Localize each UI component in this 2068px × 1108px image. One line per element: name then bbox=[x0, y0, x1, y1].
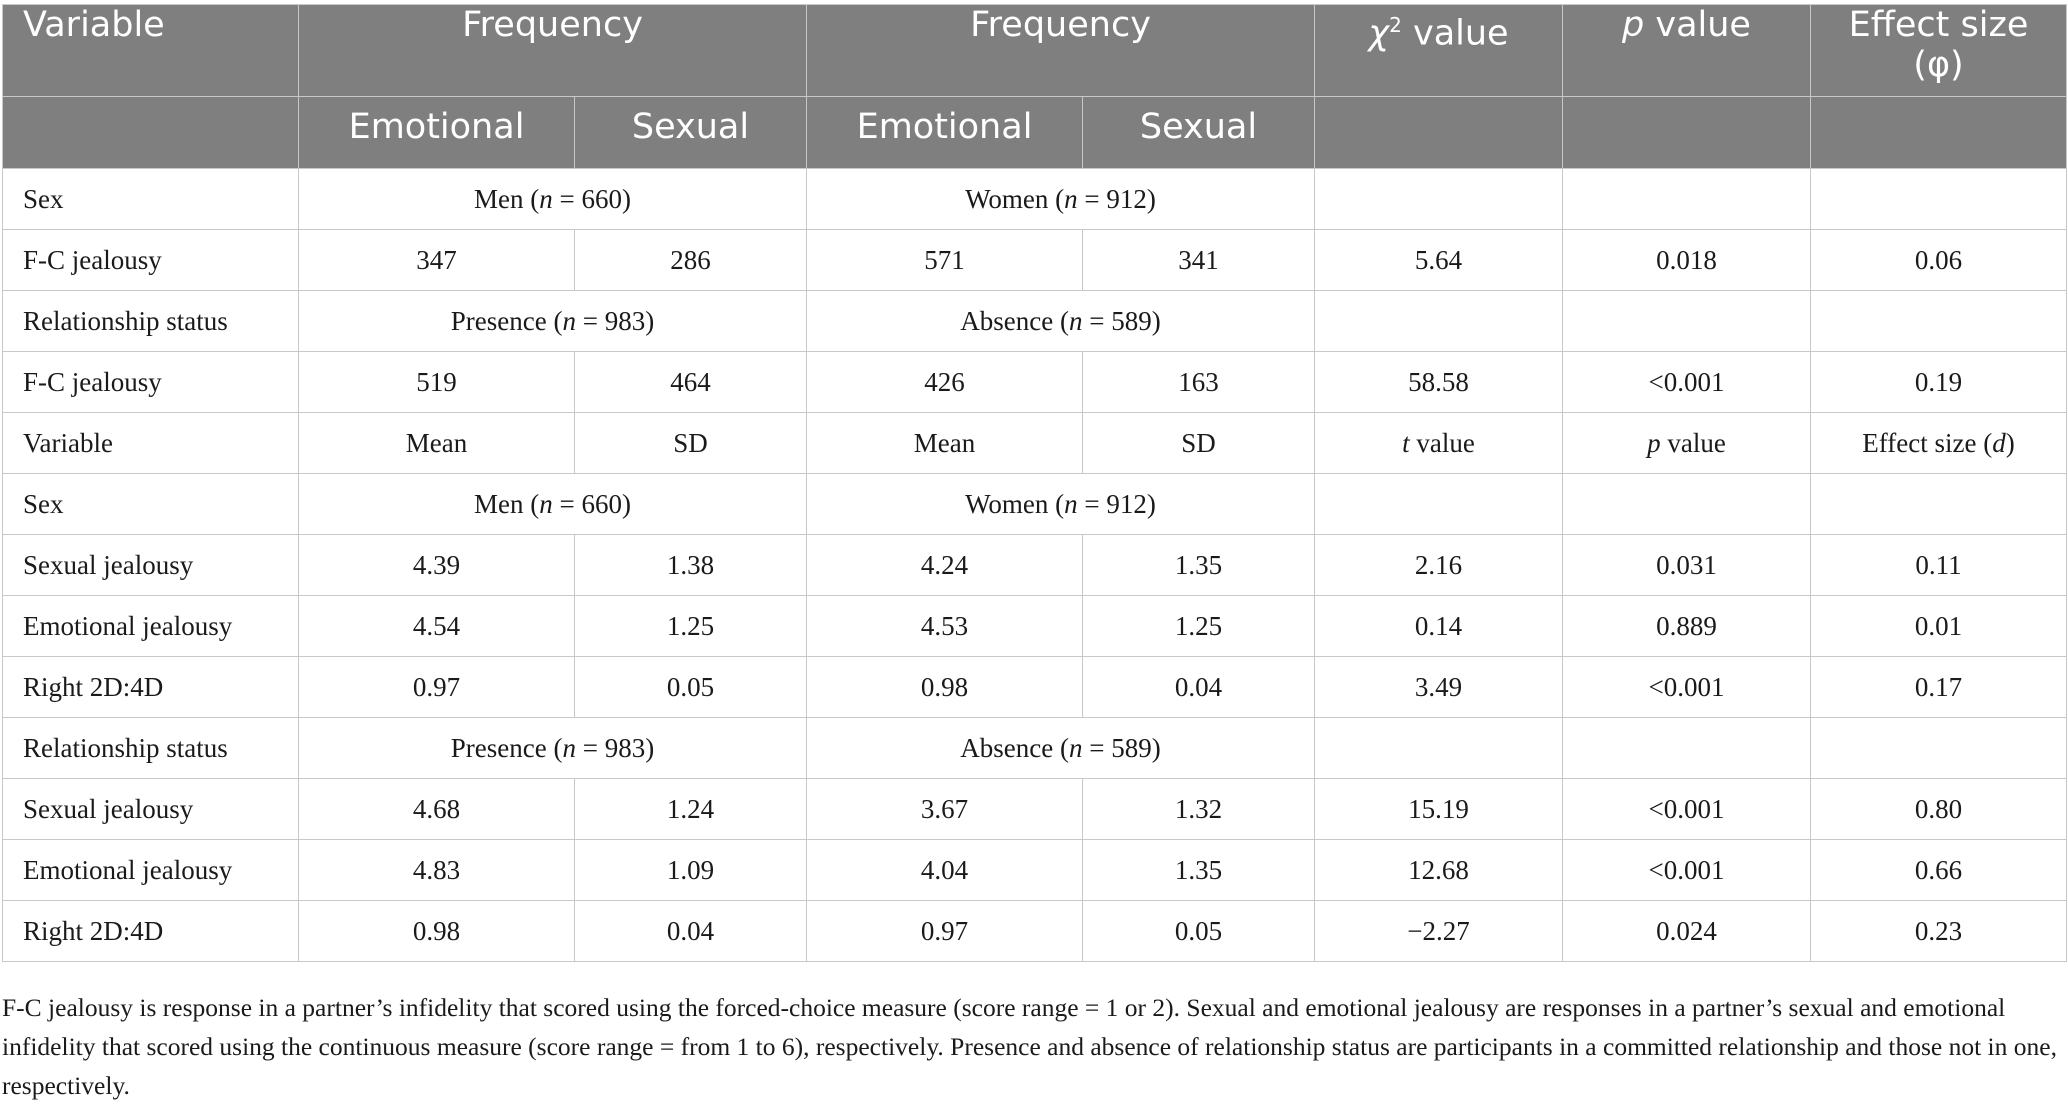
cell: 1.24 bbox=[575, 779, 807, 840]
cell: 5.64 bbox=[1315, 230, 1563, 291]
cell: Mean bbox=[299, 413, 575, 474]
cell: 426 bbox=[807, 352, 1083, 413]
header-sexual-2: Sexual bbox=[1083, 97, 1315, 169]
cell: 571 bbox=[807, 230, 1083, 291]
cell: 4.53 bbox=[807, 596, 1083, 657]
table-row bbox=[3, 535, 2067, 596]
empty-cell bbox=[1563, 291, 1811, 352]
row-label: Right 2D:4D bbox=[3, 657, 299, 718]
cell: 0.97 bbox=[807, 901, 1083, 962]
table-header bbox=[3, 5, 2067, 169]
table-row bbox=[3, 901, 2067, 962]
cell: 4.04 bbox=[807, 840, 1083, 901]
header-p-value bbox=[1563, 5, 1811, 97]
table-row bbox=[3, 291, 2067, 352]
cell: 0.66 bbox=[1811, 840, 2067, 901]
p-symbol: p bbox=[1622, 5, 1645, 45]
cell: 1.35 bbox=[1083, 840, 1315, 901]
effect-size-symbol: (φ) bbox=[1913, 45, 1964, 85]
table-row bbox=[3, 596, 2067, 657]
row-label: Variable bbox=[3, 413, 299, 474]
cell: 4.54 bbox=[299, 596, 575, 657]
cell: 341 bbox=[1083, 230, 1315, 291]
empty-cell bbox=[1811, 291, 2067, 352]
cell: 0.19 bbox=[1811, 352, 2067, 413]
header-row-1 bbox=[3, 5, 2067, 97]
group-cell: Women (n = 912) bbox=[807, 169, 1315, 230]
cell: 0.98 bbox=[807, 657, 1083, 718]
cell: 0.80 bbox=[1811, 779, 2067, 840]
cell: 0.031 bbox=[1563, 535, 1811, 596]
row-label: Sexual jealousy bbox=[3, 779, 299, 840]
table-row bbox=[3, 657, 2067, 718]
cell: <0.001 bbox=[1563, 779, 1811, 840]
cell: 1.32 bbox=[1083, 779, 1315, 840]
header-emotional-2: Emotional bbox=[807, 97, 1083, 169]
empty-cell bbox=[1315, 169, 1563, 230]
header-variable: Variable bbox=[3, 5, 299, 97]
row-label: F-C jealousy bbox=[3, 230, 299, 291]
cell: 0.14 bbox=[1315, 596, 1563, 657]
p-value-label: value bbox=[1644, 5, 1751, 45]
table-row bbox=[3, 352, 2067, 413]
cell: 0.018 bbox=[1563, 230, 1811, 291]
group-cell: Men (n = 660) bbox=[299, 474, 807, 535]
row-label: Sex bbox=[3, 169, 299, 230]
empty-cell bbox=[1315, 291, 1563, 352]
cell: 519 bbox=[299, 352, 575, 413]
cell: 58.58 bbox=[1315, 352, 1563, 413]
table-body bbox=[3, 169, 2067, 962]
cell: 4.83 bbox=[299, 840, 575, 901]
cell: 0.05 bbox=[575, 657, 807, 718]
cell: 0.98 bbox=[299, 901, 575, 962]
cell: 347 bbox=[299, 230, 575, 291]
header-frequency-1: Frequency bbox=[299, 5, 807, 97]
group-cell: Absence (n = 589) bbox=[807, 291, 1315, 352]
cell: 4.24 bbox=[807, 535, 1083, 596]
cell: 464 bbox=[575, 352, 807, 413]
chi-superscript: 2 bbox=[1389, 13, 1402, 37]
table-row bbox=[3, 779, 2067, 840]
results-table-container bbox=[2, 4, 2066, 962]
cell: SD bbox=[1083, 413, 1315, 474]
cell: 12.68 bbox=[1315, 840, 1563, 901]
cell: <0.001 bbox=[1563, 352, 1811, 413]
table-row bbox=[3, 230, 2067, 291]
cell: 0.04 bbox=[1083, 657, 1315, 718]
results-table bbox=[2, 4, 2067, 962]
group-cell: Presence (n = 983) bbox=[299, 718, 807, 779]
empty-cell bbox=[1315, 718, 1563, 779]
cell: t value bbox=[1315, 413, 1563, 474]
cell: 1.38 bbox=[575, 535, 807, 596]
row-label: Sex bbox=[3, 474, 299, 535]
group-cell: Men (n = 660) bbox=[299, 169, 807, 230]
header-blank-4 bbox=[1811, 97, 2067, 169]
cell: 0.01 bbox=[1811, 596, 2067, 657]
chi-symbol: χ bbox=[1368, 13, 1390, 54]
effect-size-label: Effect size bbox=[1848, 5, 2029, 45]
table-row bbox=[3, 840, 2067, 901]
empty-cell bbox=[1811, 169, 2067, 230]
row-label: Right 2D:4D bbox=[3, 901, 299, 962]
cell: 0.97 bbox=[299, 657, 575, 718]
empty-cell bbox=[1563, 169, 1811, 230]
cell: 0.06 bbox=[1811, 230, 2067, 291]
cell: <0.001 bbox=[1563, 840, 1811, 901]
cell: 4.39 bbox=[299, 535, 575, 596]
cell: Effect size (d) bbox=[1811, 413, 2067, 474]
group-cell: Women (n = 912) bbox=[807, 474, 1315, 535]
cell: 15.19 bbox=[1315, 779, 1563, 840]
chi-value-label: value bbox=[1401, 13, 1509, 54]
header-blank-1 bbox=[3, 97, 299, 169]
cell: 0.11 bbox=[1811, 535, 2067, 596]
cell: p value bbox=[1563, 413, 1811, 474]
cell: −2.27 bbox=[1315, 901, 1563, 962]
empty-cell bbox=[1315, 474, 1563, 535]
header-effect-size bbox=[1811, 5, 2067, 97]
row-label: Relationship status bbox=[3, 718, 299, 779]
row-label: Emotional jealousy bbox=[3, 840, 299, 901]
cell: 163 bbox=[1083, 352, 1315, 413]
cell: <0.001 bbox=[1563, 657, 1811, 718]
header-row-2 bbox=[3, 97, 2067, 169]
row-label: Sexual jealousy bbox=[3, 535, 299, 596]
cell: 0.024 bbox=[1563, 901, 1811, 962]
cell: 3.67 bbox=[807, 779, 1083, 840]
cell: 1.25 bbox=[575, 596, 807, 657]
empty-cell bbox=[1811, 718, 2067, 779]
row-label: Emotional jealousy bbox=[3, 596, 299, 657]
cell: 4.68 bbox=[299, 779, 575, 840]
cell: 0.04 bbox=[575, 901, 807, 962]
row-label: F-C jealousy bbox=[3, 352, 299, 413]
cell: 0.23 bbox=[1811, 901, 2067, 962]
cell: 0.889 bbox=[1563, 596, 1811, 657]
group-cell: Presence (n = 983) bbox=[299, 291, 807, 352]
empty-cell bbox=[1563, 474, 1811, 535]
cell: 1.35 bbox=[1083, 535, 1315, 596]
header-frequency-2: Frequency bbox=[807, 5, 1315, 97]
cell: 1.25 bbox=[1083, 596, 1315, 657]
group-cell: Absence (n = 589) bbox=[807, 718, 1315, 779]
table-footnote: F-C jealousy is response in a partner’s infidelity that scored using the forced-choice measure (score range = 1 or 2). Sexual and emotional jealousy are responses in a partner’s sexual and emotional infidelity that scored using the continuous measure (score range = from 1 to 6), respectively. Presence and absence of relationship status are participants in a committed relationship and those not in one, respectively. bbox=[2, 993, 2057, 1100]
table-row bbox=[3, 169, 2067, 230]
cell: 286 bbox=[575, 230, 807, 291]
cell: Mean bbox=[807, 413, 1083, 474]
header-chi-square bbox=[1315, 5, 1563, 97]
table-row bbox=[3, 474, 2067, 535]
header-blank-3 bbox=[1563, 97, 1811, 169]
header-sexual-1: Sexual bbox=[575, 97, 807, 169]
cell: SD bbox=[575, 413, 807, 474]
cell: 3.49 bbox=[1315, 657, 1563, 718]
table-row bbox=[3, 413, 2067, 474]
header-blank-2 bbox=[1315, 97, 1563, 169]
header-emotional-1: Emotional bbox=[299, 97, 575, 169]
table-row bbox=[3, 718, 2067, 779]
cell: 1.09 bbox=[575, 840, 807, 901]
empty-cell bbox=[1811, 474, 2067, 535]
empty-cell bbox=[1563, 718, 1811, 779]
cell: 0.17 bbox=[1811, 657, 2067, 718]
cell: 0.05 bbox=[1083, 901, 1315, 962]
cell: 2.16 bbox=[1315, 535, 1563, 596]
row-label: Relationship status bbox=[3, 291, 299, 352]
